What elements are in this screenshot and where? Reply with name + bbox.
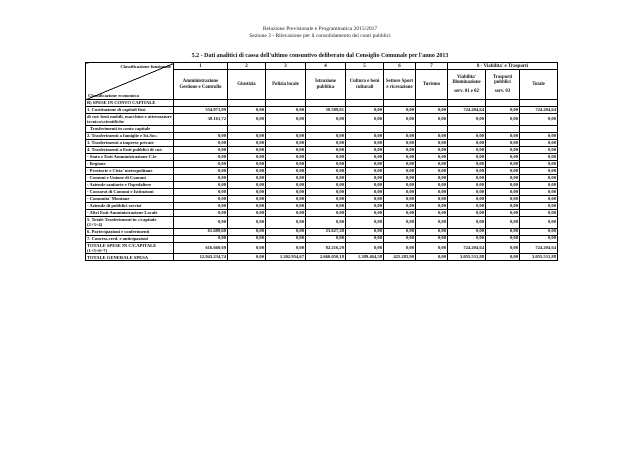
row-value: 0,00	[306, 146, 346, 153]
row-value: 3.055.531,88	[520, 254, 558, 261]
row-value: 0,00	[266, 216, 306, 228]
row-value: 0,00	[416, 132, 448, 139]
row-value: 38.161,72	[174, 114, 228, 126]
row-value: 0,00	[486, 153, 520, 160]
row-value: 0,00	[228, 160, 266, 167]
row-value: 0,00	[228, 228, 266, 235]
row-value: 724.204,64	[448, 107, 486, 114]
row-value: 0,00	[384, 167, 416, 174]
row-value: 0,00	[384, 114, 416, 126]
row-value: 0,00	[384, 146, 416, 153]
table-row	[86, 100, 558, 107]
column-number: 3	[266, 63, 306, 70]
row-value: 0,00	[174, 160, 228, 167]
row-value: 0,00	[520, 188, 558, 195]
column-number: 6	[384, 63, 416, 70]
row-value: 724.204,64	[448, 242, 486, 254]
row-value: 0,00	[486, 254, 520, 261]
row-value: 0,00	[384, 188, 416, 195]
group-column-header	[448, 70, 486, 100]
row-value: 0,00	[306, 181, 346, 188]
row-label: 7. Concess.cred. e anticipazioni	[86, 235, 174, 242]
row-value: 0,00	[520, 228, 558, 235]
column-header: Istruzione pubblica	[306, 70, 346, 100]
row-value: 0,00	[416, 228, 448, 235]
row-value: 0,00	[228, 174, 266, 181]
row-value: 0,00	[346, 216, 384, 228]
table-row	[86, 254, 558, 261]
row-value: 0,00	[266, 181, 306, 188]
row-value: 0,00	[266, 107, 306, 114]
row-value: 0,00	[520, 167, 558, 174]
table-row	[86, 167, 558, 174]
row-value: 0,00	[174, 153, 228, 160]
row-value: 0,00	[520, 132, 558, 139]
row-value: 0,00	[416, 216, 448, 228]
row-value: 0,00	[486, 107, 520, 114]
row-value: 0,00	[448, 209, 486, 216]
table-row	[86, 125, 558, 132]
row-value: 0,00	[266, 174, 306, 181]
row-value: 0,00	[346, 146, 384, 153]
row-value: 0,00	[346, 188, 384, 195]
row-value: 0,00	[346, 181, 384, 188]
table-row	[86, 242, 558, 254]
row-value: 0,00	[486, 195, 520, 202]
row-value: 0,00	[228, 188, 266, 195]
row-value: 0,00	[416, 235, 448, 242]
group-column-header	[520, 70, 558, 100]
row-value: 0,00	[520, 195, 558, 202]
row-value: 0,00	[486, 181, 520, 188]
row-value: 0,00	[416, 181, 448, 188]
row-label: 3. Trasferimenti a imprese private	[86, 139, 174, 146]
column-number: 1	[174, 63, 228, 70]
row-value: 0,00	[346, 153, 384, 160]
row-value	[346, 125, 384, 132]
row-label: B) SPESE IN CONTO CAPITALE	[86, 100, 174, 107]
row-value: 0,00	[486, 146, 520, 153]
row-value: 58.589,01	[306, 107, 346, 114]
row-value: 0,00	[228, 181, 266, 188]
table-row	[86, 107, 558, 114]
row-value: 0,00	[266, 153, 306, 160]
row-value: 0,00	[266, 146, 306, 153]
row-value: 0,00	[174, 202, 228, 209]
row-value: 23.627,28	[306, 228, 346, 235]
row-value: 0,00	[228, 209, 266, 216]
row-value: 0,00	[346, 174, 384, 181]
row-value	[520, 125, 558, 132]
row-value: 0,00	[384, 195, 416, 202]
row-value: 0,00	[448, 114, 486, 126]
row-value: 0,00	[174, 174, 228, 181]
row-value: 0,00	[228, 132, 266, 139]
row-value: 0,00	[520, 174, 558, 181]
row-label: 4. Trasferimenti a Enti pubblici di cui:	[86, 146, 174, 153]
row-value: 724.204,64	[520, 107, 558, 114]
row-value: 0,00	[346, 167, 384, 174]
row-value: 0,00	[306, 132, 346, 139]
row-label: - Consorzi di Comuni e Istituzioni	[86, 188, 174, 195]
row-value: 0,00	[306, 114, 346, 126]
row-value: 0,00	[306, 167, 346, 174]
row-value: 0,00	[486, 139, 520, 146]
row-value: 0,00	[174, 188, 228, 195]
row-value: 0,00	[384, 202, 416, 209]
row-value: 0,00	[416, 254, 448, 261]
row-value: 0,00	[346, 160, 384, 167]
group-column-subtitle: serv. 01 e 02	[454, 88, 479, 94]
row-value: 0,00	[416, 107, 448, 114]
row-label: - Stato e Enti Amministrazione C.le	[86, 153, 174, 160]
row-value	[266, 125, 306, 132]
row-label: Trasferimenti in conto capitale	[86, 125, 174, 132]
row-value: 0,00	[306, 209, 346, 216]
row-value: 724.204,64	[520, 242, 558, 254]
header-number-row	[86, 63, 558, 70]
row-value: 0,00	[520, 139, 558, 146]
row-label: - Regione	[86, 160, 174, 167]
group-column-header	[486, 70, 520, 100]
row-value: 0,00	[266, 188, 306, 195]
document-header	[0, 26, 640, 41]
row-value: 0,00	[384, 132, 416, 139]
table-row	[86, 160, 558, 167]
row-value: 0,00	[266, 209, 306, 216]
row-value: 0,00	[228, 242, 266, 254]
row-value: 0,00	[346, 235, 384, 242]
row-value: 0,00	[266, 114, 306, 126]
row-value: 0,00	[306, 216, 346, 228]
row-value: 616.660,69	[174, 242, 228, 254]
group-header-viabilita: 8 - Viabilita' e Trasporti	[448, 63, 558, 70]
row-value: 0,00	[174, 139, 228, 146]
row-value: 0,00	[306, 174, 346, 181]
row-value: 0,00	[266, 228, 306, 235]
row-value: 0,00	[266, 139, 306, 146]
row-value: 0,00	[384, 235, 416, 242]
row-value: 0,00	[416, 146, 448, 153]
row-label: 2. Trasferimenti a famiglie e Ist.Soc.	[86, 132, 174, 139]
corner-label-economica: Classificazione economica	[88, 93, 139, 98]
column-header: Polizia locale	[266, 70, 306, 100]
row-value	[384, 125, 416, 132]
row-value: 0,00	[520, 235, 558, 242]
row-value: 0,00	[486, 235, 520, 242]
row-label: - Aziende di pubblici servizi	[86, 202, 174, 209]
row-value: 0,00	[306, 139, 346, 146]
column-number: 5	[346, 63, 384, 70]
row-value: 1.202.934,67	[266, 254, 306, 261]
row-value: 0,00	[384, 209, 416, 216]
row-label: TOTALE GENERALE SPESA	[86, 254, 174, 261]
row-value: 0,00	[520, 114, 558, 126]
row-label: - Comunita' Montane	[86, 195, 174, 202]
row-value: 0,00	[416, 153, 448, 160]
row-value: 0,00	[174, 132, 228, 139]
row-value: 0,00	[384, 216, 416, 228]
row-value: 0,00	[486, 160, 520, 167]
row-value: 0,00	[228, 235, 266, 242]
row-value: 0,00	[384, 174, 416, 181]
row-value: 0,00	[384, 107, 416, 114]
table-body	[86, 100, 558, 261]
row-value: 0,00	[486, 188, 520, 195]
table-row	[86, 188, 558, 195]
row-value	[306, 100, 346, 107]
row-value: 0,00	[416, 188, 448, 195]
row-value	[306, 125, 346, 132]
column-header: Turismo	[416, 70, 448, 100]
row-value: 0,00	[486, 216, 520, 228]
row-value: 0,00	[228, 139, 266, 146]
row-value: 0,00	[448, 146, 486, 153]
row-value: 0,00	[228, 216, 266, 228]
row-value: 0,00	[448, 216, 486, 228]
table-title: 5.2 - Dati analitici di cassa dell'ultimo consuntivo deliberato dal Consiglio Comunale per l'anno 2013	[191, 53, 449, 59]
column-header: Cultura e beni culturali	[346, 70, 384, 100]
table-row	[86, 174, 558, 181]
row-value	[486, 100, 520, 107]
row-value: 0,00	[416, 114, 448, 126]
row-value: 0,00	[384, 153, 416, 160]
table-row	[86, 153, 558, 160]
table-head	[86, 63, 558, 100]
row-value: 425.282,90	[384, 254, 416, 261]
row-value: 0,00	[306, 202, 346, 209]
corner-cell	[86, 63, 174, 100]
row-value	[266, 100, 306, 107]
row-value: 0,00	[228, 114, 266, 126]
row-value: 61.689,60	[174, 228, 228, 235]
row-value: 0,00	[448, 174, 486, 181]
row-value: 0,00	[228, 167, 266, 174]
row-label: 5. Totale Trasferimenti in c/capitale (2+3+4)	[86, 216, 174, 228]
row-value	[228, 100, 266, 107]
row-value: 0,00	[416, 174, 448, 181]
row-value: 0,00	[448, 181, 486, 188]
row-value: 0,00	[486, 132, 520, 139]
row-value: 0,00	[520, 202, 558, 209]
row-value: 0,00	[346, 242, 384, 254]
row-value: 0,00	[306, 160, 346, 167]
row-value: 0,00	[448, 132, 486, 139]
table-row	[86, 195, 558, 202]
column-header: Settore Sport e ricreazione	[384, 70, 416, 100]
row-value	[416, 100, 448, 107]
column-number: 4	[306, 63, 346, 70]
row-value	[416, 125, 448, 132]
row-value: 0,00	[448, 139, 486, 146]
row-value: 0,00	[174, 167, 228, 174]
table-row	[86, 114, 558, 126]
row-value	[448, 125, 486, 132]
table-row	[86, 216, 558, 228]
group-column-subtitle: serv. 03	[494, 88, 511, 94]
row-value: 0,00	[448, 188, 486, 195]
row-value: 0,00	[346, 114, 384, 126]
row-value: 0,00	[306, 235, 346, 242]
row-value: 2.660.050,18	[306, 254, 346, 261]
row-value: 0,00	[174, 195, 228, 202]
row-value: 554.971,09	[174, 107, 228, 114]
corner-label-funzionale: Classificazione funzionale	[120, 64, 171, 69]
group-column-label: Totale	[532, 81, 545, 87]
table-row	[86, 132, 558, 139]
report-title-line: Relazione Previsionale e Programmatica 2015/2017	[262, 26, 378, 32]
row-value: 0,00	[448, 202, 486, 209]
row-value: 0,00	[266, 167, 306, 174]
row-label: - Altri Enti Amministrazione Locale	[86, 209, 174, 216]
row-value: 0,00	[416, 167, 448, 174]
row-value: 0,00	[416, 202, 448, 209]
row-value: 0,00	[448, 195, 486, 202]
row-value: 12.943.234,74	[174, 254, 228, 261]
report-section-line: Sezione 3 - Rilevazione per il consolidamento dei conti pubblici	[249, 33, 391, 40]
row-value: 0,00	[448, 228, 486, 235]
row-value: 0,00	[174, 146, 228, 153]
row-value: 0,00	[228, 153, 266, 160]
row-value: 0,00	[520, 209, 558, 216]
row-value: 0,00	[520, 216, 558, 228]
row-value: 0,00	[346, 195, 384, 202]
table-row	[86, 202, 558, 209]
row-value	[486, 125, 520, 132]
row-value: 0,00	[416, 139, 448, 146]
row-value	[520, 100, 558, 107]
table-row	[86, 181, 558, 188]
row-label: 6. Partecipazioni e conferimenti	[86, 228, 174, 235]
row-value: 0,00	[416, 209, 448, 216]
row-value: 0,00	[384, 160, 416, 167]
column-number: 7	[416, 63, 448, 70]
row-value: 0,00	[520, 153, 558, 160]
row-label: - Aziende sanitarie e Ospedaliere	[86, 181, 174, 188]
row-label: 1. Costituzione di capitali fissi	[86, 107, 174, 114]
row-value: 0,00	[266, 202, 306, 209]
table-row	[86, 235, 558, 242]
row-value: 0,00	[384, 228, 416, 235]
row-label: TOTALE SPESE IN C/CAPITALE (1+5+6+7)	[86, 242, 174, 254]
row-value: 3.055.531,88	[448, 254, 486, 261]
row-value: 0,00	[384, 139, 416, 146]
row-value: 0,00	[416, 160, 448, 167]
row-value: 0,00	[486, 228, 520, 235]
row-value	[448, 100, 486, 107]
row-value: 0,00	[174, 216, 228, 228]
row-label: - Comuni e Unione di Comuni	[86, 174, 174, 181]
row-value: 0,00	[486, 114, 520, 126]
row-value: 0,00	[266, 242, 306, 254]
row-value: 0,00	[266, 132, 306, 139]
row-value: 0,00	[346, 228, 384, 235]
row-value: 0,00	[384, 181, 416, 188]
row-value: 0,00	[448, 167, 486, 174]
row-value: 0,00	[174, 209, 228, 216]
row-value: 0,00	[486, 242, 520, 254]
table-row	[86, 139, 558, 146]
budget-table	[85, 62, 558, 261]
row-value: 0,00	[520, 181, 558, 188]
row-value	[228, 125, 266, 132]
column-number: 2	[228, 63, 266, 70]
row-value: 0,00	[448, 235, 486, 242]
row-value	[174, 100, 228, 107]
column-header: Amministrazione Gestione e Controllo	[174, 70, 228, 100]
row-value: 0,00	[306, 195, 346, 202]
row-value: 0,00	[346, 132, 384, 139]
row-value: 0,00	[384, 242, 416, 254]
row-value: 0,00	[486, 209, 520, 216]
row-value: 1.389.464,58	[346, 254, 384, 261]
row-value: 0,00	[228, 202, 266, 209]
row-value: 82.216,29	[306, 242, 346, 254]
row-value: 0,00	[448, 153, 486, 160]
row-value: 0,00	[228, 195, 266, 202]
row-label: di cui: beni mobili, macchine e attrezzature tecnico/scientifiche	[87, 114, 172, 125]
row-label: - Provincie e Citta' metropolitane	[86, 167, 174, 174]
row-value: 0,00	[346, 202, 384, 209]
row-value: 0,00	[486, 174, 520, 181]
table-row	[86, 209, 558, 216]
row-value: 0,00	[266, 160, 306, 167]
group-column-label: Trasporti pubblici	[492, 74, 513, 86]
group-column-label: Viabilita' Illuminazione	[452, 74, 481, 86]
row-value: 0,00	[346, 139, 384, 146]
row-value: 0,00	[306, 188, 346, 195]
row-value: 0,00	[266, 235, 306, 242]
row-value: 0,00	[266, 195, 306, 202]
row-value: 0,00	[486, 202, 520, 209]
column-header: Giustizia	[228, 70, 266, 100]
row-value: 0,00	[520, 146, 558, 153]
row-value: 0,00	[228, 146, 266, 153]
row-value: 0,00	[416, 195, 448, 202]
row-value: 0,00	[228, 107, 266, 114]
row-value: 0,00	[306, 153, 346, 160]
row-value	[174, 125, 228, 132]
row-value: 0,00	[448, 160, 486, 167]
row-value: 0,00	[346, 107, 384, 114]
row-value: 0,00	[416, 242, 448, 254]
row-value	[346, 100, 384, 107]
table-row	[86, 146, 558, 153]
table-row	[86, 228, 558, 235]
row-value: 0,00	[174, 181, 228, 188]
row-value: 0,00	[228, 254, 266, 261]
row-value: 0,00	[346, 209, 384, 216]
row-value	[384, 100, 416, 107]
row-value: 0,00	[520, 160, 558, 167]
row-value: 0,00	[486, 167, 520, 174]
row-value: 0,00	[174, 235, 228, 242]
